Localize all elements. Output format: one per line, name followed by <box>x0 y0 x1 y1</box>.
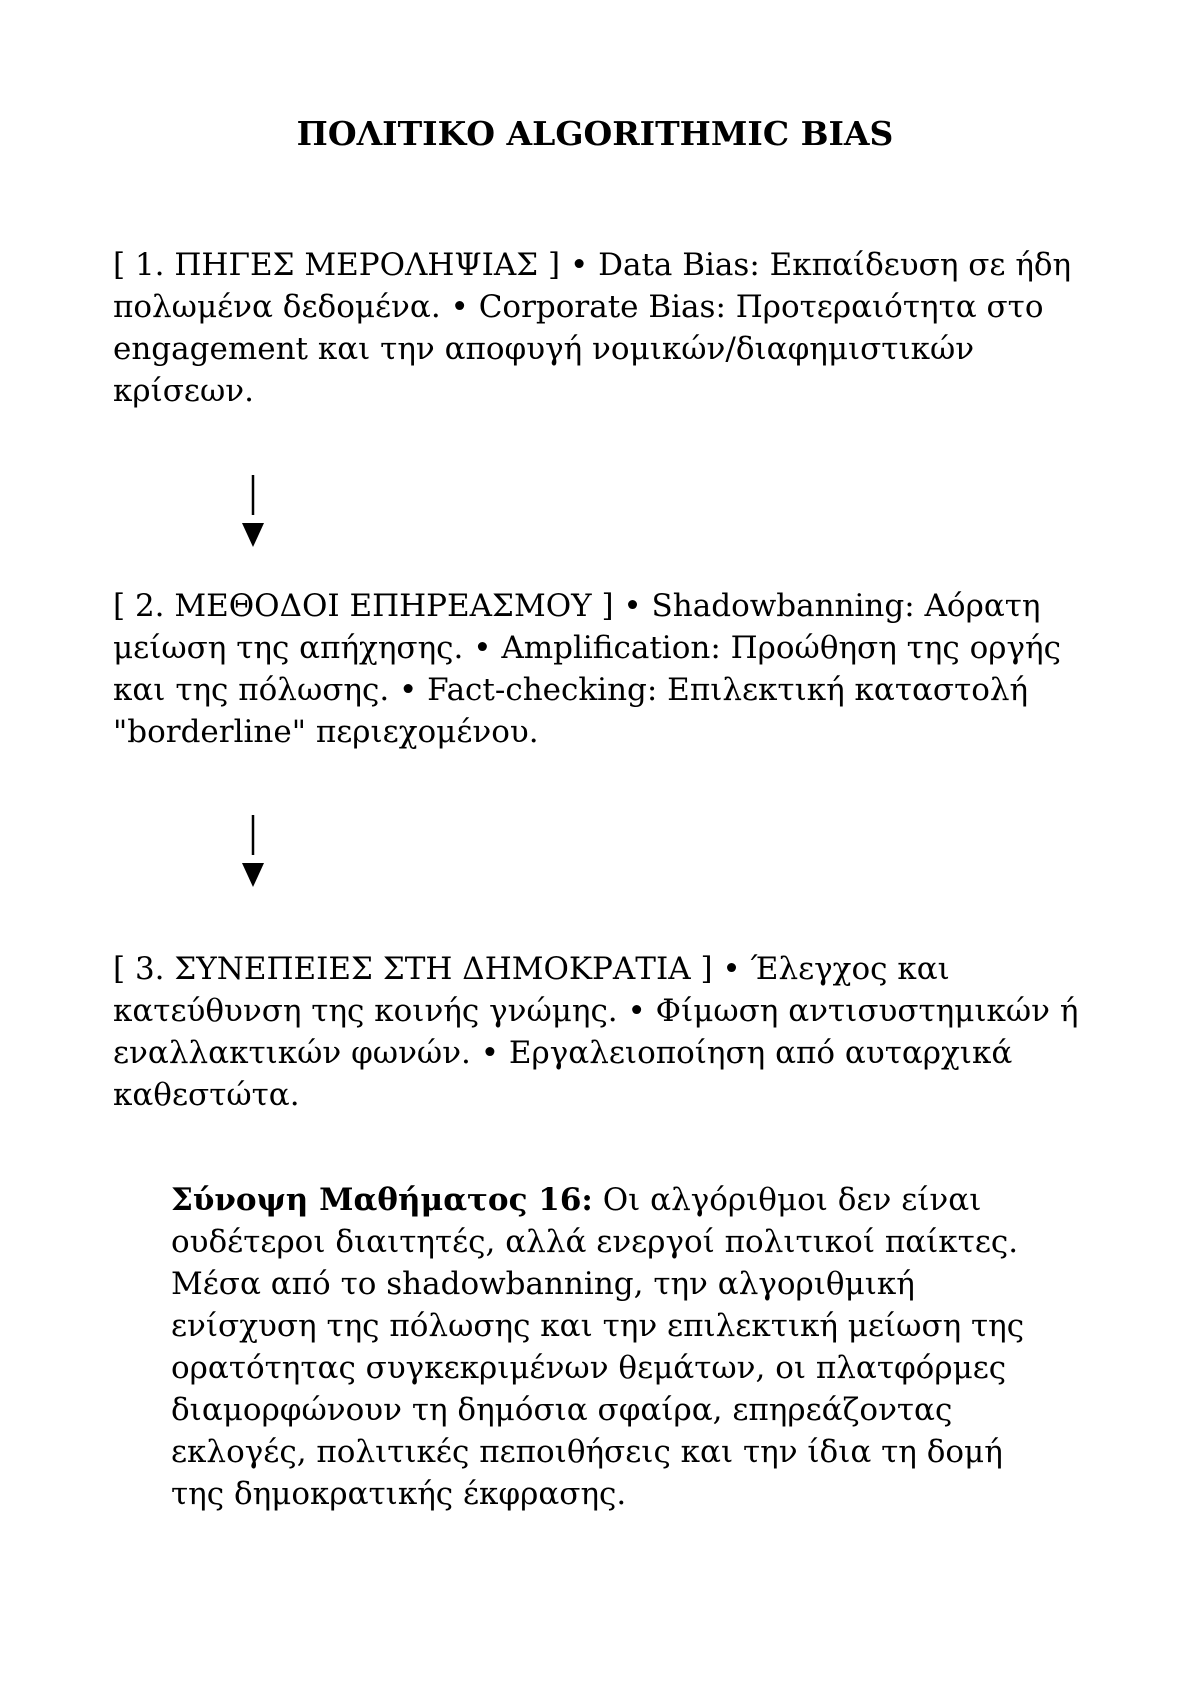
lesson-summary <box>171 1179 1051 1515</box>
down-arrow-icon <box>238 475 268 555</box>
down-arrow-icon <box>238 815 268 895</box>
page-title: ΠΟΛΙΤΙΚΟ ALGORITHMIC BIAS <box>296 114 894 153</box>
summary-text: Οι αλγόριθμοι δεν είναι ουδέτεροι διαιτητές, αλλά ενεργοί πολιτικοί παίκτες. Μέσα από το shadowbanning, την αλγοριθμική ενίσχυση της πόλωσης και την επιλεκτική μείωση της ορατότητας συγκεκριμένων θεμάτων, οι πλατφόρμες διαμορφώνουν τη δημόσια σφαίρα, επηρεάζοντας εκλογές, πολιτικές πεποιθήσεις και την ίδια τη δομή της δημοκρατικής έκφρασης. <box>171 1182 1025 1512</box>
section-consequences-for-democracy: [ 3. ΣΥΝΕΠΕΙΕΣ ΣΤΗ ΔΗΜΟΚΡΑΤΙΑ ] • Έλεγχος και κατεύθυνση της κοινής γνώμης. • Φίμωση αντισυστημικών ή εναλλακτικών φωνών. • Εργαλειοποίηση από αυταρχικά καθεστώτα. <box>113 951 1079 1113</box>
section-sources-of-bias: [ 1. ΠΗΓΕΣ ΜΕΡΟΛΗΨΙΑΣ ] • Data Bias: Εκπαίδευση σε ήδη πολωμένα δεδομένα. • Corporate Bias: Προτεραιότητα στο engagement και την αποφυγή νομικών/διαφημιστικών κρίσεων. <box>113 247 1072 409</box>
section-methods-of-influence: [ 2. ΜΕΘΟΔΟΙ ΕΠΗΡΕΑΣΜΟΥ ] • Shadowbanning: Αόρατη μείωση της απήχησης. • Amplification: Προώθηση της οργής και της πόλωσης. • Fact-checking: Επιλεκτική καταστολή "borderline" περιεχομένου. <box>113 588 1061 750</box>
summary-label: Σύνοψη Μαθήματος 16: <box>171 1182 593 1218</box>
